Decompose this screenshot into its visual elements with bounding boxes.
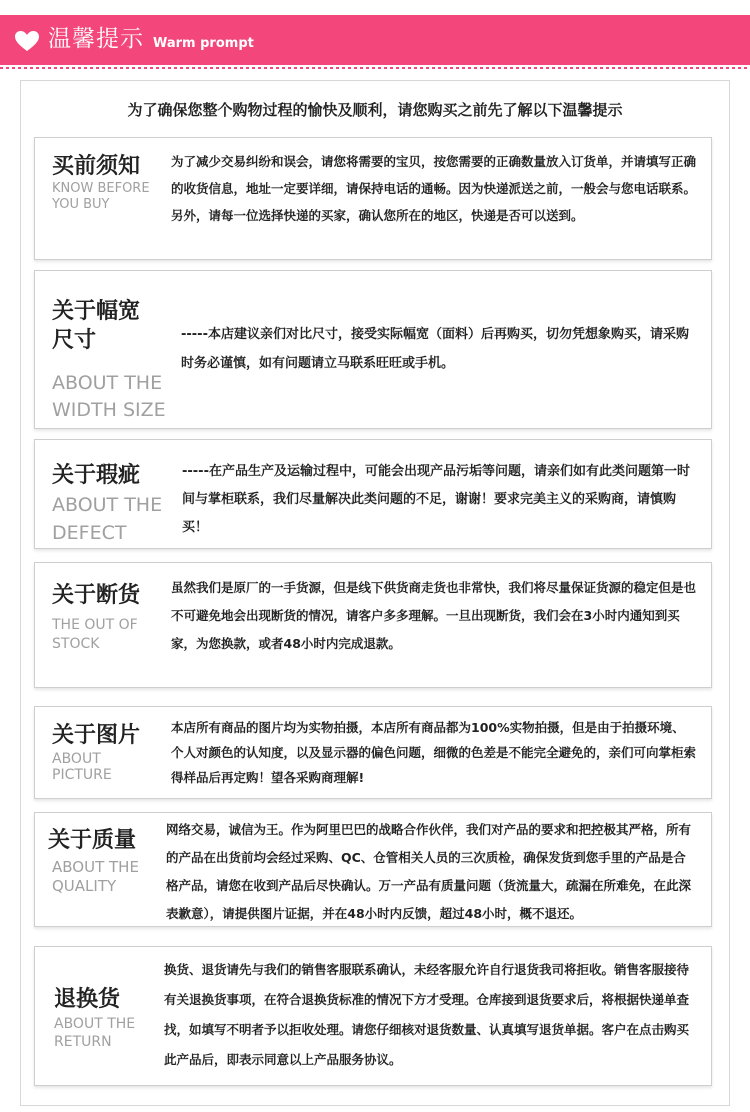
header-title: 温馨提示 bbox=[48, 26, 144, 52]
section-subtitle-line2: WIDTH SIZE bbox=[52, 399, 166, 421]
section-subtitle-line2: STOCK bbox=[52, 636, 100, 652]
section-title: 关于质量 bbox=[48, 828, 137, 853]
section-subtitle-line1: KNOW BEFORE bbox=[52, 181, 150, 196]
section-out-of-stock bbox=[34, 562, 712, 688]
section-subtitle-line1: ABOUT bbox=[52, 751, 101, 767]
section-defect bbox=[34, 439, 712, 549]
section-subtitle-line2: RETURN bbox=[54, 1034, 112, 1050]
section-title: 买前须知 bbox=[52, 154, 141, 179]
section-body: 为了减少交易纠纷和误会，请您将需要的宝贝，按您需要的正确数量放入订货单，并请填写正确的收货信息，地址一定要详细，请保持电话的通畅。因为快递派送之前，一般会与您电话联系。另外，请每一位选择快递的买家，确认您所在的地区，快递是否可以送到。 bbox=[171, 154, 697, 223]
section-title: 关于图片 bbox=[52, 723, 141, 748]
section-body: 换货、退货请先与我们的销售客服联系确认，未经客服允许自行退货我司将拒收。销售客服接待有关退换货事项，在符合退换货标准的情况下方才受理。仓库接到退货要求后，将根据快递单查找，如填写不明者予以拒收处理。请您仔细核对退货数量、认真填写退货单据。客户在点击购买此产品后，即表示同意以上产品服务协议。 bbox=[164, 962, 690, 1067]
heart-icon bbox=[14, 30, 40, 52]
intro-text: 为了确保您整个购物过程的愉快及顺利，请您购买之前先了解以下温馨提示 bbox=[127, 101, 623, 119]
header-banner bbox=[0, 15, 750, 65]
section-picture bbox=[34, 706, 712, 799]
section-title: 关于断货 bbox=[52, 583, 141, 608]
section-title-line1: 关于幅宽 bbox=[52, 299, 141, 324]
section-body: 本店所有商品的图片均为实物拍摄，本店所有商品都为100%实物拍摄，但是由于拍摄环境、个人对颜色的认知度，以及显示器的偏色问题，细微的色差是不能完全避免的，亲们可向掌柜索得样品后再定购！望各采购商理解! bbox=[171, 720, 697, 785]
section-know-before-you-buy bbox=[34, 137, 712, 260]
section-subtitle-line1: ABOUT THE bbox=[54, 1016, 136, 1032]
section-width-size bbox=[34, 270, 712, 429]
section-subtitle-line1: ABOUT THE bbox=[52, 858, 139, 876]
section-title: 退换货 bbox=[54, 987, 121, 1012]
section-subtitle-line2: YOU BUY bbox=[52, 197, 110, 212]
section-subtitle-line1: ABOUT THE bbox=[52, 494, 163, 516]
section-title-line2: 尺寸 bbox=[52, 328, 97, 353]
header-subtitle: Warm prompt bbox=[153, 36, 254, 51]
section-body: 网络交易，诚信为王。作为阿里巴巴的战略合作伙伴，我们对产品的要求和把控极其严格，所有的产品在出货前均会经过采购、QC、仓管相关人员的三次质检，确保发货到您手里的产品是合格产品，请您在收到产品后尽快确认。万一产品有质量问题（货流量大，疏漏在所难免，在此深表歉意），请提供图片证据，并在48小时内反馈，超过48小时，概不退还。 bbox=[166, 822, 692, 921]
section-body: 虽然我们是原厂的一手货源，但是线下供货商走货也非常快，我们将尽量保证货源的稳定但是也不可避免地会出现断货的情况，请客户多多理解。一旦出现断货，我们会在3小时内通知到买家，为您换款，或者48小时内完成退款。 bbox=[171, 580, 697, 651]
section-quality bbox=[34, 812, 712, 927]
section-subtitle-line2: PICTURE bbox=[52, 767, 112, 783]
section-body: -----本店建议亲们对比尺寸，接受实际幅宽（面料）后再购买，切勿凭想象购买，请采购时务必谨慎，如有问题请立马联系旺旺或手机。 bbox=[181, 327, 689, 371]
section-subtitle-line2: DEFECT bbox=[52, 522, 127, 544]
section-subtitle-line2: QUALITY bbox=[52, 877, 117, 895]
section-subtitle-line1: THE OUT OF bbox=[52, 617, 138, 633]
section-title: 关于瑕疵 bbox=[52, 463, 141, 488]
dotted-divider bbox=[0, 65, 750, 73]
section-subtitle-line1: ABOUT THE bbox=[52, 372, 163, 394]
section-body: -----在产品生产及运输过程中，可能会出现产品污垢等问题，请亲们如有此类问题第一时间与掌柜联系，我们尽量解决此类问题的不足，谢谢！要求完美主义的采购商，请慎购买！ bbox=[182, 464, 690, 535]
section-return bbox=[34, 946, 712, 1086]
